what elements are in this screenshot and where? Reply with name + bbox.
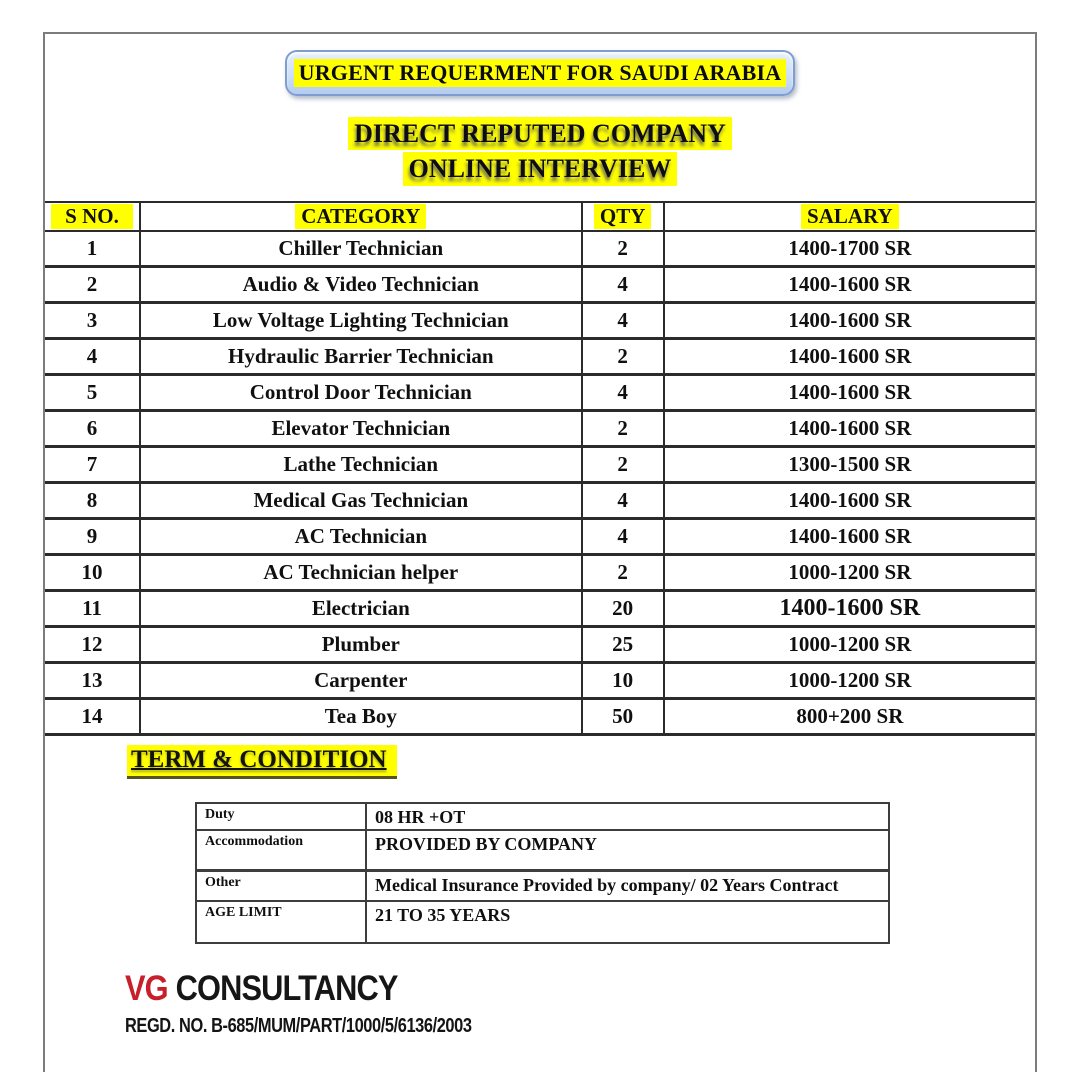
cell-qty: 25 bbox=[582, 627, 664, 663]
terms-label: Other bbox=[196, 870, 366, 901]
table-row bbox=[45, 339, 1035, 375]
cell-salary: 1400-1700 SR bbox=[664, 231, 1035, 267]
header-qty bbox=[582, 202, 664, 231]
terms-value: 08 HR +OT bbox=[366, 803, 889, 830]
cell-category: Medical Gas Technician bbox=[140, 483, 582, 519]
terms-value: Medical Insurance Provided by company/ 02 Years Contract bbox=[366, 870, 889, 901]
registration-number: REGD. NO. B-685/MUM/PART/1000/5/6136/2003 bbox=[125, 1015, 472, 1038]
cell-category: Control Door Technician bbox=[140, 375, 582, 411]
cell-category: Chiller Technician bbox=[140, 231, 582, 267]
cell-sno: 4 bbox=[45, 339, 140, 375]
header-category-label: CATEGORY bbox=[295, 204, 426, 229]
cell-sno: 7 bbox=[45, 447, 140, 483]
cell-category: Low Voltage Lighting Technician bbox=[140, 303, 582, 339]
header-sno bbox=[45, 202, 140, 231]
cell-salary: 1400-1600 SR bbox=[664, 303, 1035, 339]
header-qty-label: QTY bbox=[594, 204, 652, 229]
table-row bbox=[45, 267, 1035, 303]
cell-qty: 2 bbox=[582, 447, 664, 483]
cell-qty: 20 bbox=[582, 591, 664, 627]
subtitle bbox=[45, 116, 1035, 187]
cell-sno: 13 bbox=[45, 663, 140, 699]
cell-salary: 1400-1600 SR bbox=[664, 591, 1035, 627]
header-category bbox=[140, 202, 582, 231]
cell-category: Audio & Video Technician bbox=[140, 267, 582, 303]
cell-category: AC Technician helper bbox=[140, 555, 582, 591]
cell-sno: 6 bbox=[45, 411, 140, 447]
cell-salary: 800+200 SR bbox=[664, 699, 1035, 735]
cell-sno: 3 bbox=[45, 303, 140, 339]
terms-row-accommodation bbox=[196, 830, 889, 870]
jobs-table-header bbox=[45, 202, 1035, 231]
cell-sno: 10 bbox=[45, 555, 140, 591]
terms-value: PROVIDED BY COMPANY bbox=[366, 830, 889, 870]
cell-sno: 9 bbox=[45, 519, 140, 555]
cell-salary: 1400-1600 SR bbox=[664, 375, 1035, 411]
table-row bbox=[45, 303, 1035, 339]
cell-category: Plumber bbox=[140, 627, 582, 663]
cell-sno: 5 bbox=[45, 375, 140, 411]
jobs-table-body bbox=[45, 231, 1035, 735]
table-row bbox=[45, 663, 1035, 699]
table-row bbox=[45, 483, 1035, 519]
cell-sno: 11 bbox=[45, 591, 140, 627]
terms-label: Accommodation bbox=[196, 830, 366, 870]
cell-salary: 1400-1600 SR bbox=[664, 267, 1035, 303]
table-row bbox=[45, 231, 1035, 267]
cell-qty: 4 bbox=[582, 375, 664, 411]
header-sno-label: S NO. bbox=[51, 204, 133, 229]
cell-category: Hydraulic Barrier Technician bbox=[140, 339, 582, 375]
cell-qty: 2 bbox=[582, 339, 664, 375]
cell-qty: 50 bbox=[582, 699, 664, 735]
cell-sno: 14 bbox=[45, 699, 140, 735]
cell-category: Lathe Technician bbox=[140, 447, 582, 483]
cell-category: Carpenter bbox=[140, 663, 582, 699]
cell-qty: 4 bbox=[582, 483, 664, 519]
table-row bbox=[45, 447, 1035, 483]
subtitle-line-1-wrap bbox=[45, 116, 1035, 151]
subtitle-line-2-wrap bbox=[45, 151, 1035, 186]
table-row bbox=[45, 375, 1035, 411]
footer bbox=[125, 971, 1035, 1038]
cell-qty: 4 bbox=[582, 519, 664, 555]
cell-salary: 1400-1600 SR bbox=[664, 339, 1035, 375]
cell-salary: 1000-1200 SR bbox=[664, 555, 1035, 591]
header-salary bbox=[664, 202, 1035, 231]
cell-qty: 10 bbox=[582, 663, 664, 699]
table-row bbox=[45, 591, 1035, 627]
terms-label: Duty bbox=[196, 803, 366, 830]
table-row bbox=[45, 555, 1035, 591]
document bbox=[43, 32, 1037, 1072]
header-salary-label: SALARY bbox=[801, 204, 899, 229]
cell-qty: 2 bbox=[582, 231, 664, 267]
brand-black-text: CONSULTANCY bbox=[175, 969, 398, 1009]
terms-row-duty bbox=[196, 803, 889, 830]
terms-table bbox=[195, 802, 890, 944]
table-row bbox=[45, 519, 1035, 555]
cell-salary: 1400-1600 SR bbox=[664, 483, 1035, 519]
header-row bbox=[45, 202, 1035, 231]
terms-row-age bbox=[196, 901, 889, 943]
cell-salary: 1000-1200 SR bbox=[664, 663, 1035, 699]
table-row bbox=[45, 699, 1035, 735]
cell-sno: 12 bbox=[45, 627, 140, 663]
cell-category: Electrician bbox=[140, 591, 582, 627]
terms-heading bbox=[127, 745, 1035, 779]
terms-value: 21 TO 35 YEARS bbox=[366, 901, 889, 943]
cell-category: Elevator Technician bbox=[140, 411, 582, 447]
cell-salary: 1300-1500 SR bbox=[664, 447, 1035, 483]
cell-salary: 1000-1200 SR bbox=[664, 627, 1035, 663]
cell-qty: 4 bbox=[582, 267, 664, 303]
cell-salary: 1400-1600 SR bbox=[664, 519, 1035, 555]
brand bbox=[125, 969, 926, 1009]
brand-red-text: VG bbox=[125, 969, 168, 1009]
cell-salary: 1400-1600 SR bbox=[664, 411, 1035, 447]
cell-sno: 8 bbox=[45, 483, 140, 519]
table-row bbox=[45, 411, 1035, 447]
terms-heading-label: TERM & CONDITION bbox=[127, 745, 397, 779]
banner-title: URGENT REQUERMENT FOR SAUDI ARABIA bbox=[294, 59, 787, 87]
terms-row-other bbox=[196, 870, 889, 901]
cell-qty: 2 bbox=[582, 555, 664, 591]
cell-qty: 4 bbox=[582, 303, 664, 339]
terms-label: AGE LIMIT bbox=[196, 901, 366, 943]
banner bbox=[285, 50, 795, 96]
cell-sno: 1 bbox=[45, 231, 140, 267]
cell-category: AC Technician bbox=[140, 519, 582, 555]
cell-sno: 2 bbox=[45, 267, 140, 303]
subtitle-line-2: ONLINE INTERVIEW bbox=[403, 152, 678, 185]
terms-table-body bbox=[196, 803, 889, 943]
jobs-table bbox=[45, 201, 1035, 737]
table-row bbox=[45, 627, 1035, 663]
cell-category: Tea Boy bbox=[140, 699, 582, 735]
cell-qty: 2 bbox=[582, 411, 664, 447]
subtitle-line-1: DIRECT REPUTED COMPANY bbox=[348, 117, 732, 150]
